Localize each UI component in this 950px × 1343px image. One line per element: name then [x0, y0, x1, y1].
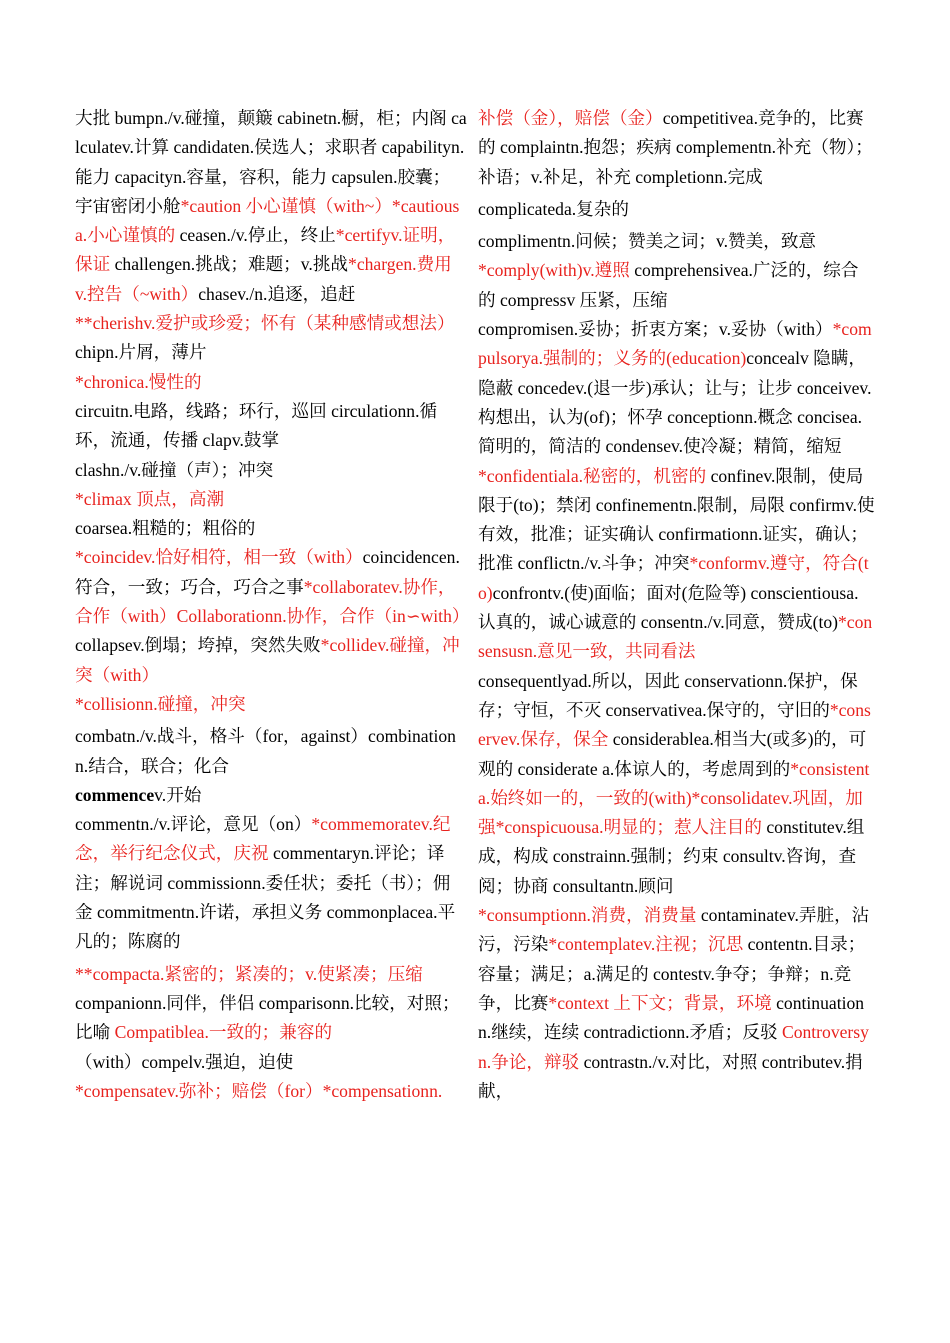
- vocabulary-entry: contrastn./v.对比，对照 contributev.捐献，: [478, 1051, 863, 1101]
- vocabulary-paragraph: [478, 256, 876, 315]
- highlighted-entry: *caution 小心谨慎（with~）*cautiousa.小心谨慎的: [75, 195, 460, 246]
- vocabulary-entry: compromisen.妥协；折衷方案；v.妥协（with）: [478, 319, 833, 340]
- vocabulary-paragraph: [75, 485, 467, 514]
- vocabulary-entry: concealv 隐瞒，隐蔽 concedev.(退一步)承认；让与；让步 conceivev.构想出，认为(of)；怀孕 conceptionn.概念 concisea.简明的，简洁的 condensev.使冷凝；精简，缩短: [478, 348, 872, 457]
- highlighted-entry: **cherishv.爱护或珍爱；怀有（某种感情或想法）: [75, 313, 455, 334]
- vocabulary-paragraph: [75, 690, 467, 719]
- vocabulary-paragraph: [75, 1077, 467, 1106]
- vocabulary-paragraph: [75, 781, 467, 810]
- vocabulary-entry: commentn./v.评论，意见（on）: [75, 814, 312, 835]
- vocabulary-paragraph: [75, 309, 467, 338]
- vocabulary-paragraph: [75, 104, 467, 309]
- highlighted-entry: *consistenta.始终如一的，一致的(with)*consolidatev.巩固，加强*conspicuousa.明显的；惹人注目的: [478, 758, 870, 838]
- vocabulary-paragraph: [75, 960, 467, 989]
- vocabulary-paragraph: [75, 1048, 467, 1077]
- highlighted-entry: *conservev.保存，保全: [478, 699, 871, 750]
- highlighted-entry: *confidentiala.秘密的，机密的: [478, 465, 707, 486]
- vocabulary-paragraph: [75, 456, 467, 485]
- vocabulary-entry: confinev.限制，使局限于(to)；禁闭 confinementn.限制，局限 confirmv.使有效，批准；证实确认 confirmationn.证实，确认；批准 conflictn./v.斗争；冲突: [478, 465, 875, 574]
- vocabulary-entry: continuationn.继续，连续 contradictionn.矛盾；反驳: [478, 992, 865, 1043]
- vocabulary-paragraph: [478, 227, 876, 256]
- highlighted-entry: *context 上下文；背景，环境: [548, 992, 772, 1013]
- highlighted-entry: 补偿（金），赔偿（金）: [478, 108, 663, 128]
- vocabulary-entry: challengen.挑战；难题；v.挑战: [110, 254, 349, 275]
- vocabulary-entry: collapsev.倒塌；垮掉，突然失败: [75, 635, 321, 656]
- highlighted-entry: *climax 顶点，高潮: [75, 488, 225, 509]
- vocabulary-entry: complimentn.问候；赞美之词；v.赞美，致意: [478, 231, 817, 252]
- vocabulary-paragraph: [75, 543, 470, 689]
- highlighted-entry: *certifyv.证明，保证: [75, 225, 456, 275]
- highlighted-entry: *collidev.碰撞，冲突（with）: [75, 635, 460, 685]
- highlighted-entry: *coincidev.恰好相符，相一致（with）: [75, 547, 363, 568]
- highlighted-entry: *chronica.慢性的: [75, 371, 202, 392]
- vocabulary-entry: v.开始: [154, 784, 202, 805]
- highlighted-entry: *consensusn.意见一致，共同看法: [478, 612, 873, 662]
- vocabulary-entry: contaminatev.弄脏，沾污，污染: [478, 905, 870, 955]
- highlighted-entry: *collisionn.碰撞，冲突: [75, 693, 246, 714]
- vocabulary-paragraph: [478, 462, 876, 667]
- vocabulary-paragraph: [75, 368, 467, 397]
- vocabulary-entry: chasev./n.追逐，追赶: [198, 283, 356, 304]
- highlighted-entry: *collaboratev.协作，合作（with）Collaborationn.协作，合作（in∽with）: [75, 576, 470, 627]
- vocabulary-paragraph: [478, 667, 876, 901]
- highlighted-entry: *contemplatev.注视；沉思: [548, 934, 744, 955]
- vocabulary-paragraph: [478, 901, 876, 1106]
- vocabulary-entry: constitutev.组成，构成 constrainn.强制；约束 consultv.咨询，查阅；协商 consultantn.顾问: [478, 817, 865, 896]
- vocabulary-paragraph: [478, 104, 876, 192]
- bold-entry: commence: [75, 784, 155, 805]
- vocabulary-paragraph: [75, 722, 467, 781]
- vocabulary-entry: complicateda.复杂的: [478, 198, 629, 219]
- vocabulary-entry: companionn.同伴，伴侣 comparisonn.比较，对照；比喻: [75, 992, 460, 1043]
- vocabulary-entry: commentaryn.评论；译注；解说词 commissionn.委任状；委托（书）；佣金 commitmentn.许诺，承担义务 commonplacea.平凡的；陈腐的: [75, 843, 456, 952]
- highlighted-entry: *conformv.遵守，符合(to): [478, 553, 869, 603]
- vocabulary-entry: combatn./v.战斗，格斗（for，against）combinationn.结合，联合；化合: [75, 726, 456, 776]
- highlighted-entry: *compensatev.弥补；赔偿（for）*compensationn.: [75, 1080, 443, 1101]
- highlighted-entry: *compulsorya.强制的；义务的(education): [478, 319, 872, 369]
- vocabulary-entry: 大批 bumpn./v.碰撞，颠簸 cabinetn.橱，柜；内阁 calculatev.计算 candidaten.侯选人；求职者 capabilityn.能力 capacityn.容量，容积，能力 capsulen.胶囊；宇宙密闭小舱: [75, 108, 467, 216]
- highlighted-entry: *commemoratev.纪念，举行纪念仪式，庆祝: [75, 814, 451, 864]
- highlighted-entry: *comply(with)v.遵照: [478, 260, 630, 281]
- vocabulary-entry: consequentlyad.所以，因此 conservationn.保护，保存；守恒，不灭 conservativea.保守的，守旧的: [478, 670, 858, 720]
- vocabulary-entry: contentn.目录；容量；满足；a.满足的 contestv.争夺；争辩；n.竞争，比赛: [478, 934, 866, 1013]
- highlighted-entry: Compatiblea.一致的；兼容的: [114, 1022, 333, 1043]
- vocabulary-entry: （with）compelv.强迫，迫使: [75, 1051, 294, 1072]
- vocabulary-entry: confrontv.(使)面临；面对(危险等) conscientiousa.认真的，诚心诚意的 consentn./v.同意，赞成(to): [478, 582, 859, 633]
- highlighted-entry: *consumptionn.消费，消费量: [478, 905, 697, 926]
- vocabulary-entry: competitivea.竞争的，比赛的 complaintn.抱怨；疾病 complementn.补充（物）；补语；v.补足，补充 completionn.完成: [478, 108, 873, 187]
- vocabulary-entry: comprehensivea.广泛的，综合的 compressv 压紧，压缩: [478, 260, 859, 310]
- vocabulary-entry: coarsea.粗糙的；粗俗的: [75, 518, 256, 539]
- left-column: [75, 104, 470, 1106]
- highlighted-entry: Controversyn.争论，辩驳: [478, 1022, 869, 1072]
- vocabulary-entry: clashn./v.碰撞（声）；冲突: [75, 459, 274, 480]
- vocabulary-paragraph: [75, 989, 467, 1048]
- vocabulary-entry: coincidencen.符合，一致；巧合，巧合之事: [75, 547, 460, 597]
- vocabulary-paragraph: [478, 315, 876, 461]
- vocabulary-paragraph: [75, 514, 467, 543]
- vocabulary-entry: circuitn.电路，线路；环行，巡回 circulationn.循环，流通，传播 clapv.鼓掌: [75, 400, 438, 451]
- vocabulary-paragraph: [75, 338, 467, 367]
- vocabulary-entry: considerablea.相当大(或多)的，可观的 considerate a.体谅人的，考虑周到的: [478, 729, 867, 779]
- vocabulary-entry: chipn.片屑，薄片: [75, 342, 207, 363]
- vocabulary-entry: ceasen./v.停止，终止: [175, 225, 336, 246]
- highlighted-entry: **compacta.紧密的；紧凑的；v.使紧凑；压缩: [75, 963, 423, 984]
- highlighted-entry: *chargen.费用 v.控告（~with）: [75, 254, 452, 304]
- vocabulary-paragraph: [75, 810, 467, 956]
- vocabulary-paragraph: [478, 195, 876, 224]
- right-column: [478, 104, 876, 1106]
- vocabulary-paragraph: [75, 397, 467, 456]
